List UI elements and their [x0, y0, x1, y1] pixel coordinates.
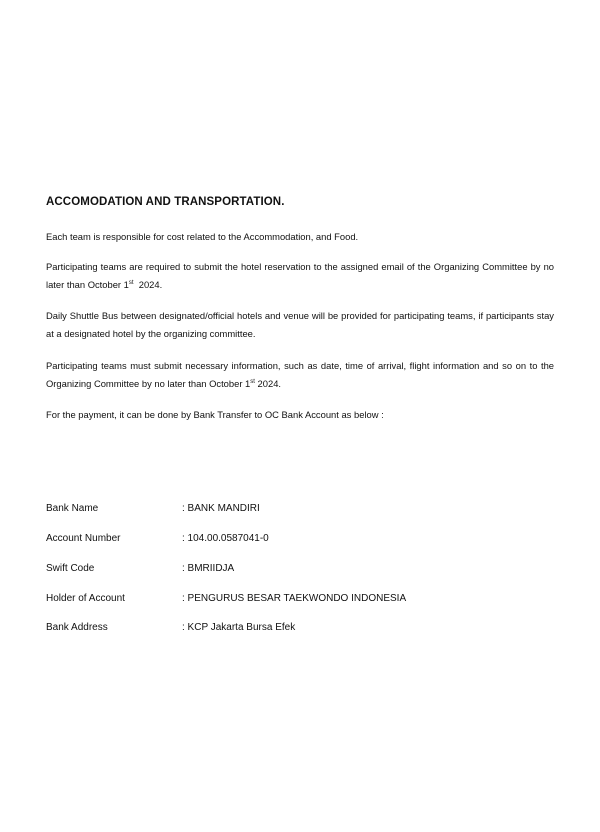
paragraph-info: [46, 357, 554, 393]
bank-label: Bank Name: [46, 503, 99, 514]
bank-value: : KCP Jakarta Bursa Efek: [182, 622, 296, 633]
paragraph-cost: Each team is responsible for cost related to the Accommodation, and Food.: [46, 231, 359, 242]
reservation-ordinal: st: [128, 279, 134, 286]
reservation-year: 2024.: [133, 279, 163, 290]
reservation-text: Participating teams are required to submit the hotel reservation to the assigned email of the Organizing Committee by no later than October 1: [46, 261, 554, 290]
bank-label: Holder of Account: [46, 593, 125, 604]
paragraph-reservation: [46, 258, 554, 294]
bank-row-address: [46, 622, 554, 638]
bank-row-name: [46, 503, 554, 519]
bank-row-holder: [46, 593, 554, 609]
bank-value: : BANK MANDIRI: [182, 503, 260, 514]
bank-value: : BMRIIDJA: [182, 563, 235, 574]
info-year: 2024.: [254, 378, 282, 389]
bank-label: Bank Address: [46, 622, 108, 633]
bank-row-swift-code: [46, 563, 554, 579]
paragraph-payment: For the payment, it can be done by Bank Transfer to OC Bank Account as below :: [46, 409, 384, 420]
bank-value: : PENGURUS BESAR TAEKWONDO INDONESIA: [182, 593, 407, 604]
info-text: Participating teams must submit necessary information, such as date, time of arrival, flight information and so on to the Organizing Committee by no later than October 1: [46, 360, 554, 389]
section-title: ACCOMODATION AND TRANSPORTATION.: [46, 196, 285, 208]
bank-value: : 104.00.0587041-0: [182, 533, 269, 544]
paragraph-shuttle: Daily Shuttle Bus between designated/official hotels and venue will be provided for participating teams, if participants stay at a designated hotel by the organizing committee.: [46, 310, 554, 339]
bank-label: Account Number: [46, 533, 121, 544]
bank-label: Swift Code: [46, 563, 95, 574]
info-ordinal: st: [250, 378, 255, 385]
bank-row-account-number: [46, 533, 554, 549]
